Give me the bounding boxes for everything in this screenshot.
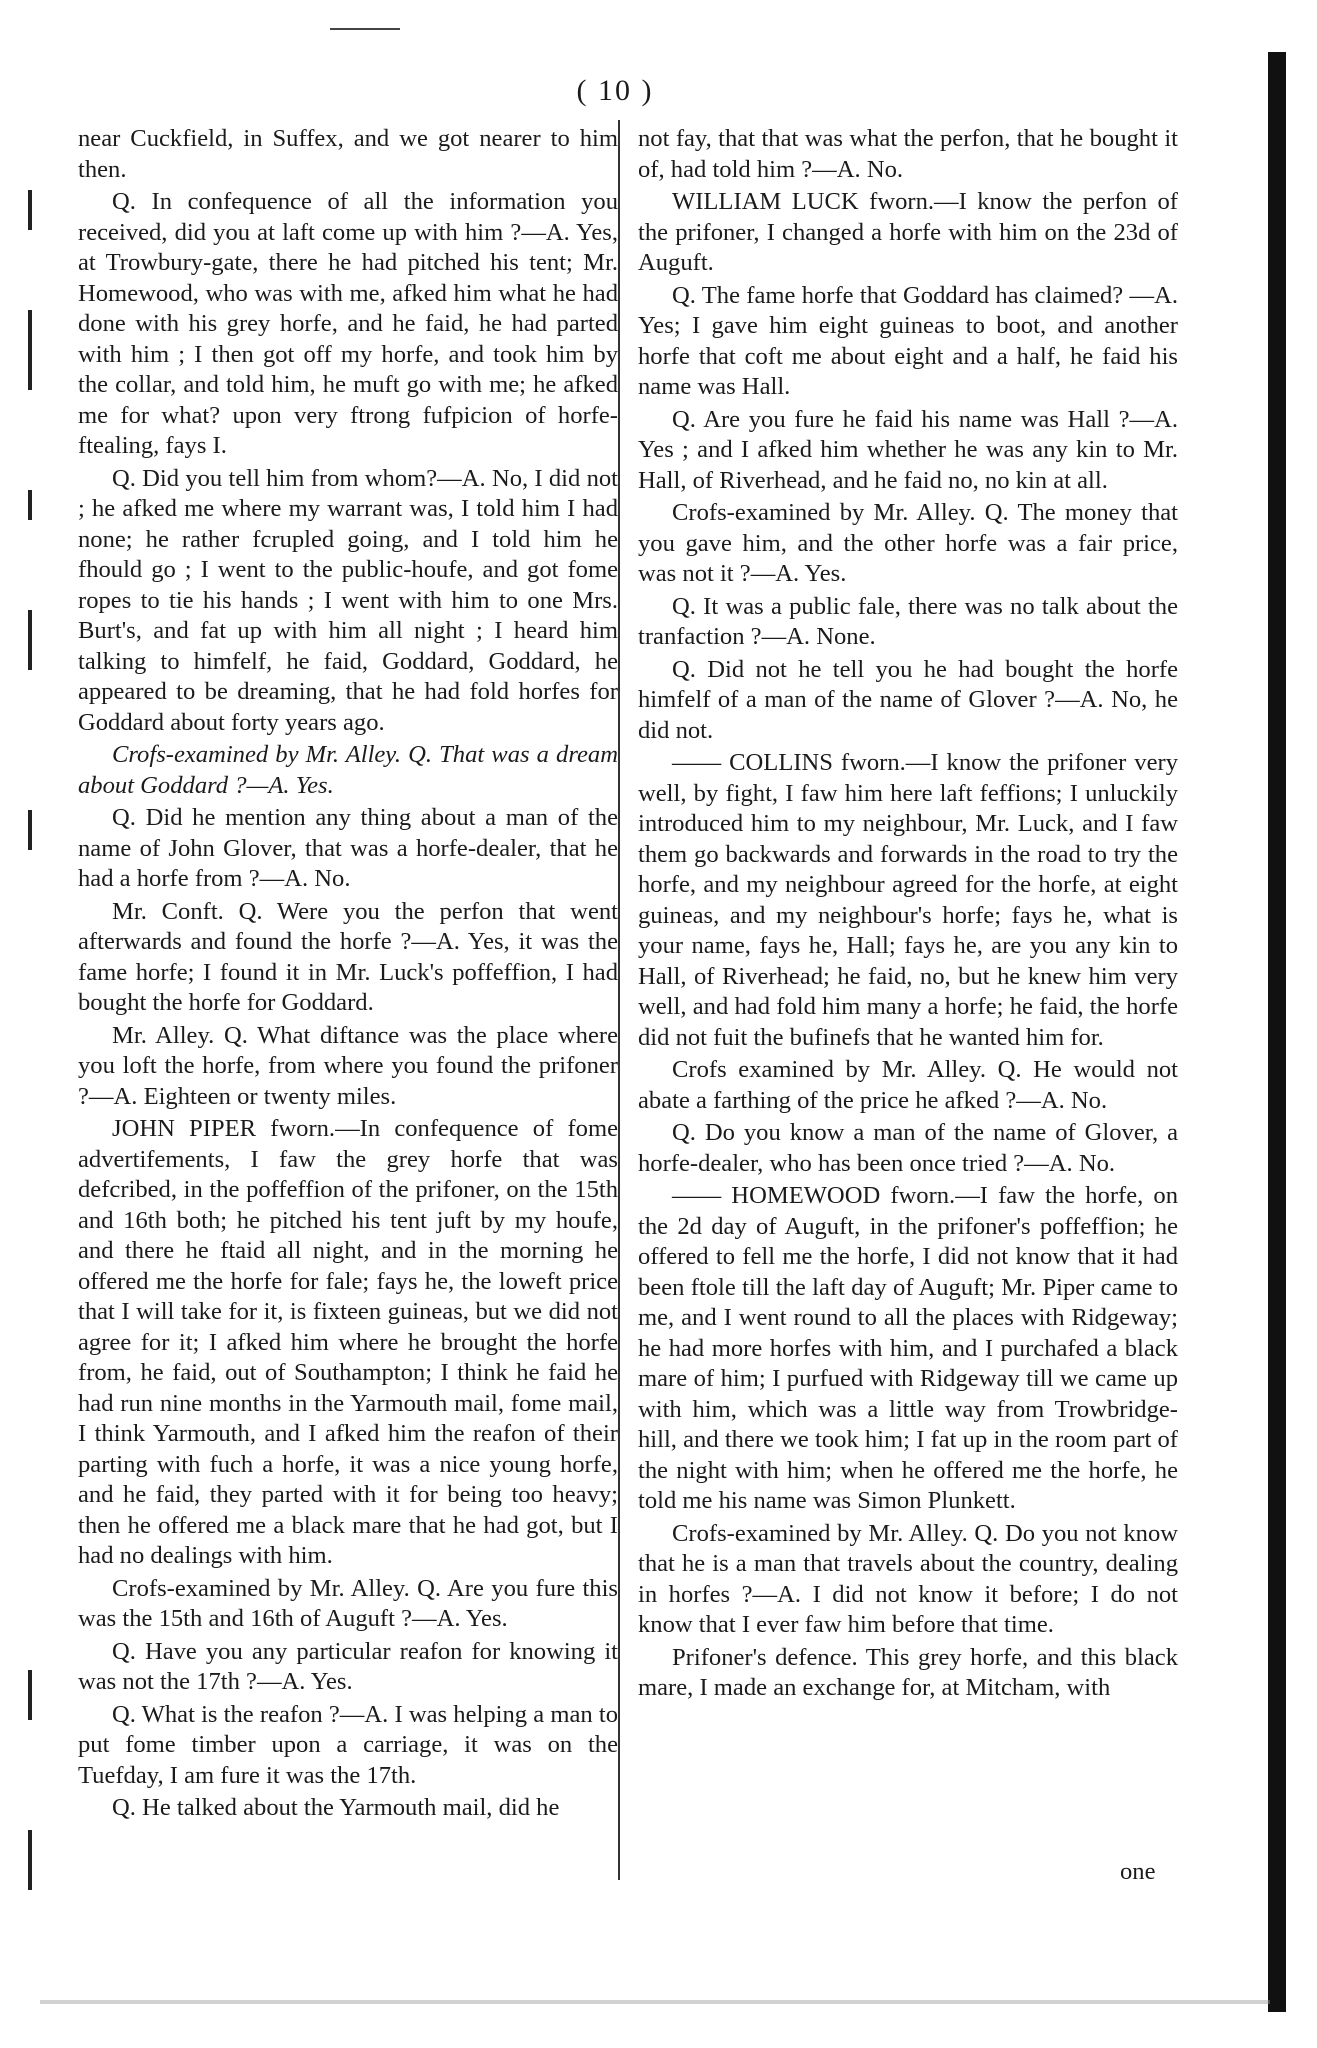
paragraph: Q. It was a public fale, there was no talk about the tranfaction ?—A. None.	[638, 592, 1178, 650]
paragraph: WILLIAM LUCK fworn.—I know the perfon of the prifoner, I changed a horfe with him on the 23d of Auguft.	[638, 188, 1178, 276]
paragraph: Q. Did you tell him from whom?—A. No, I did not ; he afked me where my warrant was, I told him I had none; he rather fcrupled going, and I told him he fhould go ; I went to the public-houfe, and got fome ropes to tie his hands ; I went with him to one Mrs. Burt's, and fat up with him all night ; I heard him talking to himfelf, he faid, Goddard, Goddard, he appeared to be dreaming, that he had fold horfes for Goddard about forty years ago.	[78, 464, 618, 736]
paragraph: —— COLLINS fworn.—I know the prifoner very well, by fight, I faw him here laft feffions; I unluckily introduced him to my neighbour, Mr. Luck, and I faw them go backwards and forwards in the road to try the horfe, and my neighbour agreed for the horfe, at eight guineas, and my neighbour's horfe; fays he, what is your name, fays he, Hall; fays he, are you any kin to Hall, of Riverhead; he faid, no, but he knew him very well, and had fold him many a horfe; he faid, the horfe did not fuit the bufinefs that he wanted him for.	[638, 749, 1178, 1051]
paragraph: Q. Are you fure he faid his name was Hall ?—A. Yes ; and I afked him whether he was any kin to Mr. Hall, of Riverhead, and he faid no, no kin at all.	[638, 405, 1178, 494]
paragraph: Crofs-examined by Mr. Alley. Q. Are you fure this was the 15th and 16th of Auguft ?—A. Yes.	[78, 1574, 618, 1632]
scan-rule-mark	[330, 28, 400, 30]
page-number: ( 10 )	[576, 74, 654, 107]
scan-edge-noise	[40, 2000, 1270, 2004]
paragraph: Q. Have you any particular reafon for knowing it was not the 17th ?—A. Yes.	[78, 1637, 618, 1695]
paragraph: Crofs-examined by Mr. Alley. Q. The money that you gave him, and the other horfe was a fair price, was not it ?—A. Yes.	[638, 499, 1178, 587]
paragraph: Mr. Alley. Q. What diftance was the place where you loft the horfe, from where you found the prifoner ?—A. Eighteen or twenty miles.	[78, 1021, 618, 1110]
paragraph: not fay, that that was what the perfon, that he bought it of, had told him ?—A. No.	[638, 125, 1178, 183]
paragraph: Q. What is the reafon ?—A. I was helping a man to put fome timber upon a carriage, it was on the Tuefday, I am fure it was the 17th.	[78, 1700, 618, 1789]
paragraph: near Cuckfield, in Suffex, and we got nearer to him then.	[78, 125, 618, 183]
paragraph: Crofs examined by Mr. Alley. Q. He would not abate a farthing of the price he afked ?—A. No.	[638, 1056, 1178, 1114]
paragraph: JOHN PIPER fworn.—In confequence of fome advertifements, I faw the grey horfe that was defcribed, in the poffeffion of the prifoner, on the 15th and 16th both; he pitched his tent juft by my houfe, and there he ftaid all night, and in the morning he offered me the horfe for fale; fays he, the loweft price that I will take for it, is fixteen guineas, but we did not agree for it; I afked him where he brought the horfe from, he faid, out of Southampton; I think he faid he had run nine months in the Yarmouth mail, fome mail, I think Yarmouth, and I afked him the reafon of their parting with fuch a horfe, it was a nice young horfe, and he faid, they parted with it for being too heavy; then he offered me a black mare that he had got, but I had no dealings with him.	[78, 1115, 618, 1569]
paragraph: Q. The fame horfe that Goddard has claimed? —A. Yes; I gave him eight guineas to boot, and another horfe that coft me about eight and a half, he faid his name was Hall.	[638, 281, 1178, 400]
right-column	[638, 124, 1178, 1706]
paragraph: Q. He talked about the Yarmouth mail, did he	[112, 1794, 560, 1821]
paragraph: Q. Did not he tell you he had bought the horfe himfelf of a man of the name of Glover ?—A. No, he did not.	[638, 655, 1178, 744]
paragraph: —— HOMEWOOD fworn.—I faw the horfe, on the 2d day of Auguft, in the prifoner's poffeffion; he offered to fell me the horfe, I did not know that it had been ftole till the laft day of Auguft; Mr. Piper came to me, and I went round to all the places with Ridgeway; he had more horfes with him, and I purchafed a black mare of him; I purfued with Ridgeway till we came up with him, which was a little way from Trowbridge-hill, and there we took him; I fat up in the room part of the night with him; when he offered me the horfe, he told me his name was Simon Plunkett.	[638, 1182, 1178, 1514]
paragraph: Mr. Conft. Q. Were you the perfon that went afterwards and found the horfe ?—A. Yes, it was the fame horfe; I found it in Mr. Luck's poffeffion, I had bought the horfe for Goddard.	[78, 897, 618, 1016]
paragraph: Q. Did he mention any thing about a man of the name of John Glover, that was a horfe-dealer, that he had a horfe from ?—A. No.	[78, 804, 618, 892]
binding-edge-shadow	[1268, 52, 1286, 2012]
paragraph: Q. In confequence of all the information you received, did you at laft come up with him ?—A. Yes, at Trowbury-gate, there he had pitched his tent; Mr. Homewood, who was with me, afked him what he had done with his grey horfe, and he faid, he had parted with him ; I then got off my horfe, and took him by the collar, and told him, he muft go with me; he afked me for what? upon very ftrong fufpicion of horfe-ftealing, fays I.	[78, 188, 618, 459]
margin-marks	[28, 190, 46, 1990]
paragraph: Q. Do you know a man of the name of Glover, a horfe-dealer, who has been once tried ?—A. No.	[638, 1119, 1178, 1177]
paragraph: Prifoner's defence. This grey horfe, and this black mare, I made an exchange for, at Mitcham, with	[638, 1643, 1178, 1701]
catchword: one	[1120, 1858, 1156, 1885]
paragraph: Crofs-examined by Mr. Alley. Q. Do you not know that he is a man that travels about the country, dealing in horfes ?—A. I did not know it before; I do not know that I ever faw him before that time.	[638, 1519, 1178, 1638]
paragraph: Crofs-examined by Mr. Alley. Q. That was a dream about Goddard ?—A. Yes.	[78, 741, 618, 799]
left-column	[78, 124, 618, 1826]
column-divider	[618, 120, 620, 1880]
